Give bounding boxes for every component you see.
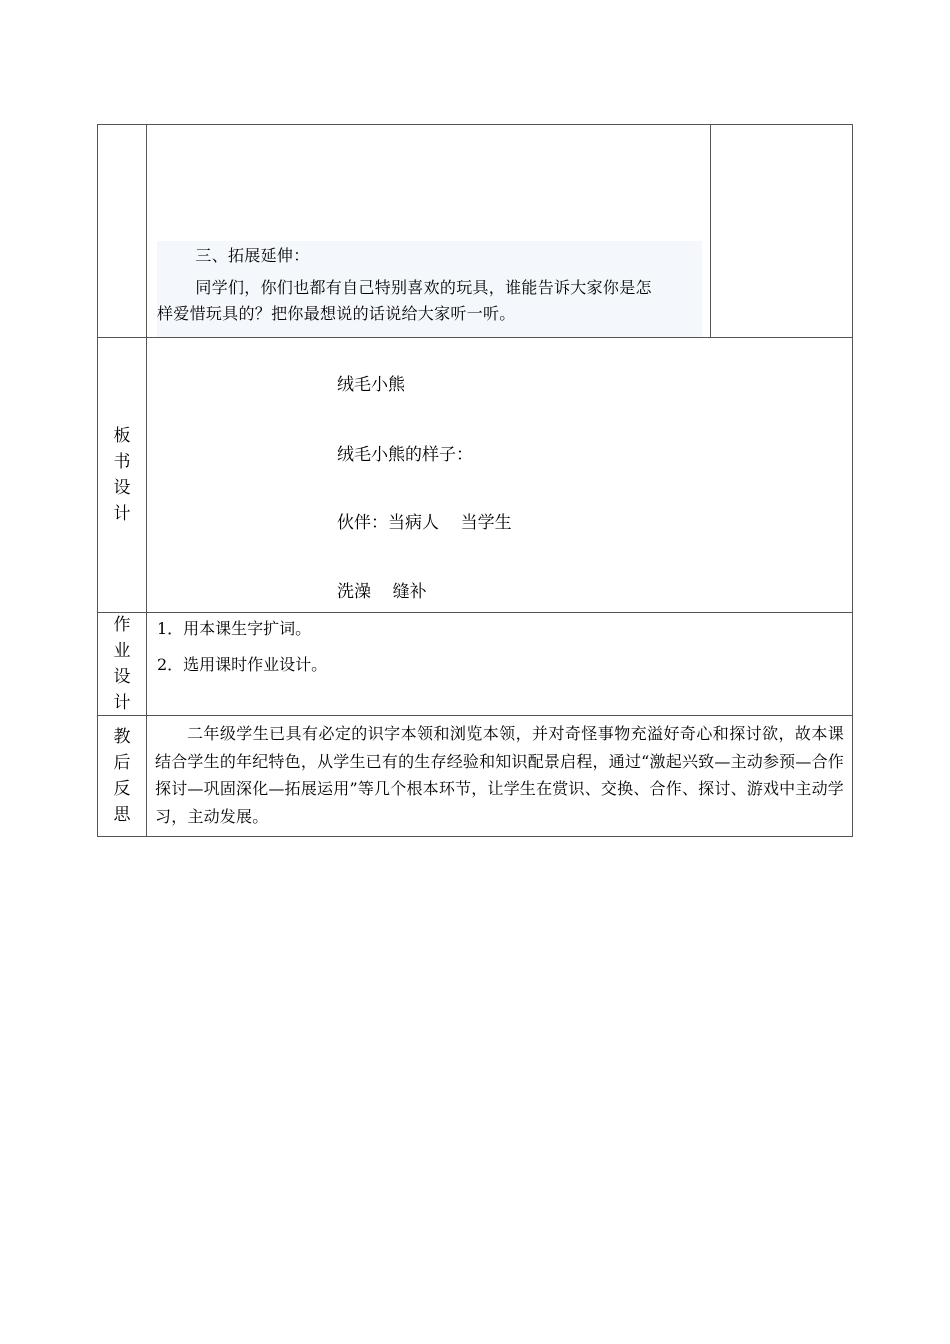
board-design-label-cell — [98, 338, 147, 612]
reflection-text: 二年级学生已具有必定的识字本领和浏览本领，并对奇怪事物充溢好奇心和探讨欲，故本课结合学生的年纪特色，从学生已有的生存经验和知识配景启程，通过“激起兴致—主动参预—合作探讨—巩固深化—拓展运用”等几个根本环节，让学生在赏识、交换、合作、探讨、游戏中主动学习，主动发展。 — [155, 724, 844, 826]
extension-paragraph-line1: 同学们，你们也都有自己特别喜欢的玩具，谁能告诉大家你是怎 — [195, 278, 652, 297]
homework-label: 作业设计 — [113, 615, 131, 713]
extension-label-cell — [98, 125, 147, 337]
board-design-label: 板书设计 — [113, 426, 131, 524]
extension-content-cell — [147, 125, 711, 337]
board-line-care: 洗澡 缝补 — [337, 582, 427, 602]
homework-row — [98, 613, 852, 716]
board-design-content-cell — [147, 338, 852, 612]
extension-row — [98, 125, 852, 338]
homework-item: 1．用本课生字扩词。 — [157, 619, 312, 638]
extension-paragraph-line2: 样爱惜玩具的？把你最想说的话说给大家听一听。 — [157, 304, 516, 323]
reflection-label: 教后反思 — [113, 727, 131, 825]
reflection-content-cell — [147, 716, 852, 836]
extension-heading: 三、拓展延伸： — [195, 246, 310, 265]
board-line-partner: 伙伴：当病人 当学生 — [337, 513, 512, 533]
homework-content-cell — [147, 613, 852, 715]
board-line-title: 绒毛小熊 — [337, 375, 405, 395]
reflection-row — [98, 716, 852, 836]
reflection-label-cell — [98, 716, 147, 836]
homework-item: 2．选用课时作业设计。 — [157, 655, 328, 674]
board-design-row — [98, 338, 852, 613]
homework-label-cell — [98, 613, 147, 715]
board-line-appearance: 绒毛小熊的样子： — [337, 445, 473, 465]
lesson-plan-table — [97, 124, 853, 837]
